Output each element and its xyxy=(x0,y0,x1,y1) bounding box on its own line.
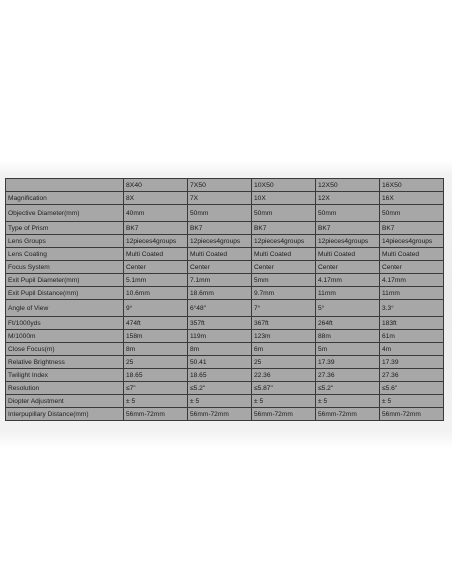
table-row xyxy=(6,300,444,317)
table-cell: 12X xyxy=(316,192,380,205)
table-row xyxy=(6,287,444,300)
table-cell: 12pieces4groups xyxy=(252,235,316,248)
table-cell: 11mm xyxy=(380,287,444,300)
table-cell: 22.36 xyxy=(252,369,316,382)
table-header-row xyxy=(6,179,444,192)
table-cell: Multi Coated xyxy=(188,248,252,261)
table-row xyxy=(6,369,444,382)
table-cell: 56mm-72mm xyxy=(124,408,188,421)
table-cell: 56mm-72mm xyxy=(252,408,316,421)
table-cell: 12pieces4groups xyxy=(188,235,252,248)
table-cell: ± 5 xyxy=(124,395,188,408)
table-cell: 18.65 xyxy=(124,369,188,382)
table-cell: 50mm xyxy=(380,205,444,222)
table-row xyxy=(6,274,444,287)
header-cell xyxy=(6,179,124,192)
table-cell: BK7 xyxy=(188,222,252,235)
header-cell: 8X40 xyxy=(124,179,188,192)
table-cell: 8m xyxy=(188,343,252,356)
table-cell: 7X xyxy=(188,192,252,205)
table-cell: 50.41 xyxy=(188,356,252,369)
row-label: Type of Prism xyxy=(6,222,124,235)
table-cell: BK7 xyxy=(252,222,316,235)
table-cell: 9.7mm xyxy=(252,287,316,300)
table-cell: 18.6mm xyxy=(188,287,252,300)
table-cell: ≤7" xyxy=(124,382,188,395)
table-cell: 56mm-72mm xyxy=(316,408,380,421)
table-cell: 40mm xyxy=(124,205,188,222)
table-cell: 5m xyxy=(316,343,380,356)
table-cell: 123m xyxy=(252,330,316,343)
table-cell: 18.65 xyxy=(188,369,252,382)
row-label: Exit Pupil Diameter(mm) xyxy=(6,274,124,287)
table-cell: 158m xyxy=(124,330,188,343)
table-cell: 17.39 xyxy=(380,356,444,369)
table-cell: 7.1mm xyxy=(188,274,252,287)
table-row xyxy=(6,343,444,356)
table-cell: 3.3° xyxy=(380,300,444,317)
table-cell: ≤5.6" xyxy=(380,382,444,395)
table-cell: 14pieces4groups xyxy=(380,235,444,248)
row-label: M/1000m xyxy=(6,330,124,343)
row-label: Twilight Index xyxy=(6,369,124,382)
table-cell: 12pieces4groups xyxy=(124,235,188,248)
row-label: Angle of View xyxy=(6,300,124,317)
table-cell: 17.39 xyxy=(316,356,380,369)
row-label: Magnification xyxy=(6,192,124,205)
table-cell: 27.36 xyxy=(316,369,380,382)
table-row xyxy=(6,408,444,421)
table-cell: 474ft xyxy=(124,317,188,330)
table-cell: BK7 xyxy=(124,222,188,235)
row-label: Exit Pupil Distance(mm) xyxy=(6,287,124,300)
header-cell: 10X50 xyxy=(252,179,316,192)
table-cell: ± 5 xyxy=(188,395,252,408)
table-cell: 264ft xyxy=(316,317,380,330)
table-cell: 367ft xyxy=(252,317,316,330)
row-label: Interpupillary Distance(mm) xyxy=(6,408,124,421)
table-cell: 12pieces4groups xyxy=(316,235,380,248)
table-cell: ± 5 xyxy=(252,395,316,408)
table-cell: 357ft xyxy=(188,317,252,330)
table-cell: ± 5 xyxy=(380,395,444,408)
header-cell: 12X50 xyxy=(316,179,380,192)
table-cell: 27.36 xyxy=(380,369,444,382)
table-cell: Center xyxy=(316,261,380,274)
row-label: Resolution xyxy=(6,382,124,395)
table-row xyxy=(6,330,444,343)
table-cell: 56mm-72mm xyxy=(380,408,444,421)
table-cell: 119m xyxy=(188,330,252,343)
row-label: Lens Groups xyxy=(6,235,124,248)
table-cell: 5° xyxy=(316,300,380,317)
table-cell: Multi Coated xyxy=(124,248,188,261)
table-cell: Multi Coated xyxy=(380,248,444,261)
table-cell: Center xyxy=(380,261,444,274)
table-cell: ≤5.2" xyxy=(188,382,252,395)
header-cell: 7X50 xyxy=(188,179,252,192)
row-label: Lens Coating xyxy=(6,248,124,261)
table-cell: 8X xyxy=(124,192,188,205)
table-row xyxy=(6,261,444,274)
table-row xyxy=(6,317,444,330)
table-cell: 25 xyxy=(124,356,188,369)
table-cell: Multi Coated xyxy=(316,248,380,261)
table-cell: 11mm xyxy=(316,287,380,300)
table-cell: Center xyxy=(252,261,316,274)
table-cell: 50mm xyxy=(252,205,316,222)
table-cell: 10.6mm xyxy=(124,287,188,300)
table-row xyxy=(6,356,444,369)
table-cell: 9° xyxy=(124,300,188,317)
table-cell: 50mm xyxy=(188,205,252,222)
table-cell: 8m xyxy=(124,343,188,356)
table-cell: ≤5.2" xyxy=(316,382,380,395)
table-cell: Multi Coated xyxy=(252,248,316,261)
table-cell: ≤5.87" xyxy=(252,382,316,395)
table-cell: 4.17mm xyxy=(316,274,380,287)
table-cell: 183ft xyxy=(380,317,444,330)
table-row xyxy=(6,222,444,235)
row-label: Close Focus(m) xyxy=(6,343,124,356)
table-row xyxy=(6,248,444,261)
table-cell: 6m xyxy=(252,343,316,356)
table-row xyxy=(6,192,444,205)
table-cell: 6°48" xyxy=(188,300,252,317)
table-cell: 16X xyxy=(380,192,444,205)
row-label: Diopter Adjustment xyxy=(6,395,124,408)
table-row xyxy=(6,235,444,248)
row-label: Objective Diameter(mm) xyxy=(6,205,124,222)
table-cell: ± 5 xyxy=(316,395,380,408)
table-cell: 10X xyxy=(252,192,316,205)
row-label: Relative Brightness xyxy=(6,356,124,369)
header-cell: 16X50 xyxy=(380,179,444,192)
table-cell: 56mm-72mm xyxy=(188,408,252,421)
table-cell: 4.17mm xyxy=(380,274,444,287)
table-cell: 4m xyxy=(380,343,444,356)
table-cell: 88m xyxy=(316,330,380,343)
row-label: Ft/1000yds xyxy=(6,317,124,330)
table-cell: Center xyxy=(124,261,188,274)
table-cell: 50mm xyxy=(316,205,380,222)
table-cell: BK7 xyxy=(316,222,380,235)
table-row xyxy=(6,205,444,222)
table-cell: Center xyxy=(188,261,252,274)
table-row xyxy=(6,395,444,408)
table-cell: 5.1mm xyxy=(124,274,188,287)
table-cell: 25 xyxy=(252,356,316,369)
table-cell: 7° xyxy=(252,300,316,317)
spec-table xyxy=(5,178,444,421)
table-cell: BK7 xyxy=(380,222,444,235)
table-row xyxy=(6,382,444,395)
row-label: Focus System xyxy=(6,261,124,274)
table-cell: 61m xyxy=(380,330,444,343)
table-cell: 5mm xyxy=(252,274,316,287)
